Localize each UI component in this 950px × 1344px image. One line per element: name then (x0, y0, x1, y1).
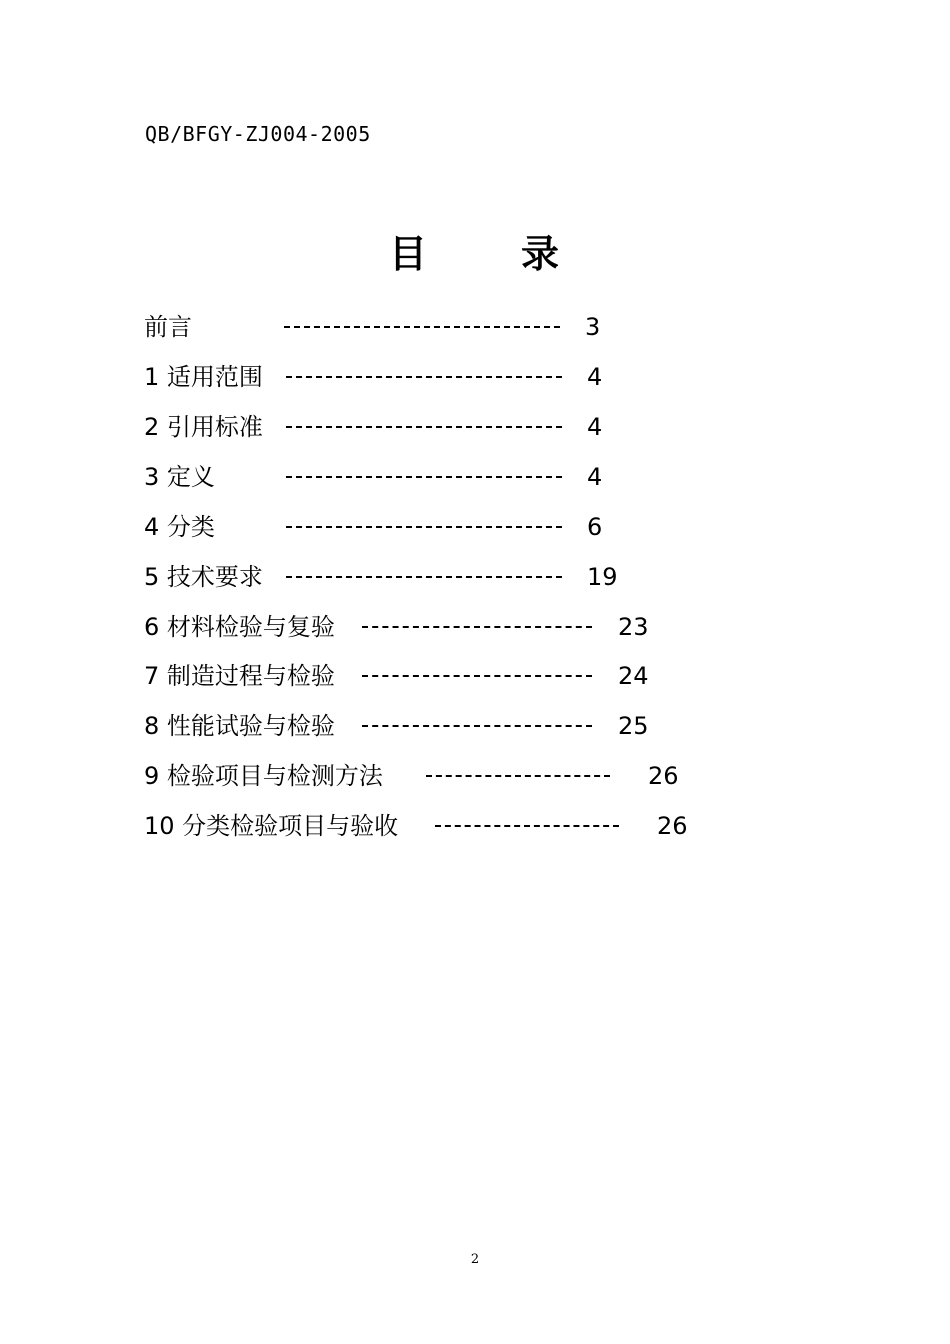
toc-entry[interactable] (0, 810, 950, 842)
toc-entry[interactable] (0, 760, 950, 792)
toc-dot-leader (286, 426, 562, 428)
toc-entry-page: 23 (618, 613, 649, 641)
toc-entry-label: 2 引用标准 (144, 413, 263, 441)
toc-title-char-2: 录 (521, 232, 560, 276)
toc-entry[interactable] (0, 461, 950, 493)
toc-entry-page: 19 (587, 563, 618, 591)
toc-entry-label: 10 分类检验项目与验收 (144, 812, 399, 840)
toc-entry-label: 4 分类 (144, 513, 215, 541)
toc-title-char-1: 目 (389, 232, 428, 276)
toc-entry-page: 4 (587, 413, 603, 441)
toc-entry-label: 7 制造过程与检验 (144, 662, 335, 690)
toc-entry-label: 1 适用范围 (144, 363, 263, 391)
toc-entry-page: 4 (587, 463, 603, 491)
toc-entry[interactable] (0, 710, 950, 742)
toc-entry[interactable] (0, 361, 950, 393)
toc-dot-leader (284, 326, 560, 328)
toc-entry[interactable] (0, 411, 950, 443)
toc-entry-page: 4 (587, 363, 603, 391)
toc-dot-leader (435, 825, 619, 827)
toc-entry[interactable] (0, 611, 950, 643)
page-number: 2 (470, 1252, 480, 1267)
toc-dot-leader (286, 526, 562, 528)
toc-entry-label: 6 材料检验与复验 (144, 613, 335, 641)
toc-entry-label: 前言 (144, 313, 192, 341)
toc-dot-leader (286, 476, 562, 478)
toc-entry[interactable] (0, 561, 950, 593)
toc-entry-label: 9 检验项目与检测方法 (144, 762, 383, 790)
toc-entry-page: 26 (657, 812, 688, 840)
toc-entry-label: 5 技术要求 (144, 563, 263, 591)
toc-dot-leader (362, 626, 592, 628)
toc-dot-leader (362, 725, 592, 727)
toc-entry[interactable] (0, 660, 950, 692)
toc-dot-leader (286, 376, 562, 378)
toc-entry-page: 6 (587, 513, 603, 541)
toc-entry[interactable] (0, 511, 950, 543)
toc-entry-page: 26 (648, 762, 679, 790)
toc-entry-page: 25 (618, 712, 649, 740)
document-code: QB/BFGY-ZJ004-2005 (145, 122, 371, 146)
toc-entry-page: 3 (585, 313, 601, 341)
toc-entry-page: 24 (618, 662, 649, 690)
toc-entry-label: 8 性能试验与检验 (144, 712, 335, 740)
toc-dot-leader (362, 675, 592, 677)
toc-entry[interactable] (0, 311, 950, 343)
toc-entry-label: 3 定义 (144, 463, 215, 491)
toc-dot-leader (286, 576, 562, 578)
toc-dot-leader (426, 775, 610, 777)
